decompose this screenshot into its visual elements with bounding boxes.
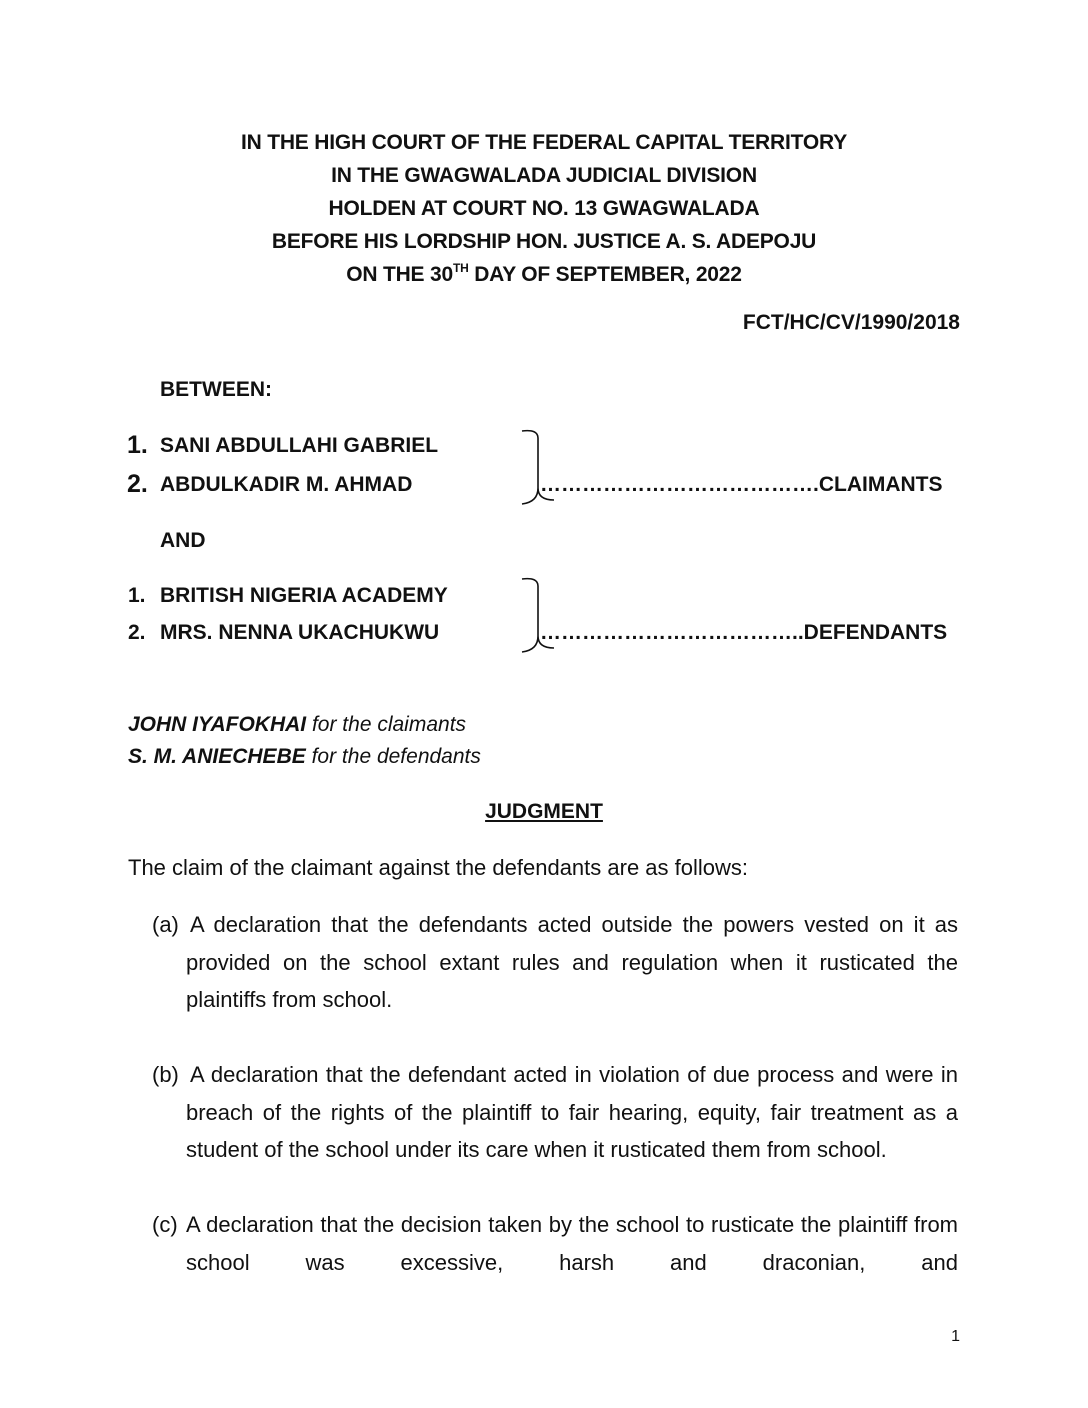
between-label: BETWEEN: <box>160 378 272 401</box>
claim-b-label: (b) <box>152 1062 179 1087</box>
defendant-2-name: MRS. NENNA UKACHUKWU <box>160 621 440 644</box>
defendant-2-number: 2. <box>128 621 146 644</box>
claim-a-label: (a) <box>152 912 179 937</box>
claim-a-body: A declaration that the defendants acted outside the powers vested on it as provided on the school extant rules and regulation when it rusticated the plaintiffs from school. <box>186 912 958 1012</box>
claim-item-a <box>152 906 960 1019</box>
date-prefix: ON THE 30 <box>346 263 453 286</box>
date-ordinal: TH <box>452 261 469 275</box>
claim-item-b <box>152 1056 960 1206</box>
claim-item-c <box>152 1206 960 1282</box>
claimant-1-name: SANI ABDULLAHI GABRIEL <box>160 434 439 457</box>
defendant-1-number: 1. <box>128 584 146 607</box>
suit-number: FCT/HC/CV/1990/2018 <box>742 311 960 334</box>
claim-c-label: (c) <box>152 1212 178 1237</box>
date-suffix: DAY OF SEPTEMBER, 2022 <box>468 263 742 286</box>
claim-b-body: A declaration that the defendant acted in violation of due process and were in breach of the rights of the plaintiff to fair hearing, equity, fair treatment as a student of the school under its care when it rusticated them from school. <box>186 1062 958 1162</box>
counsel-defendants-name: S. M. ANIECHEBE <box>128 745 306 768</box>
claim-c-body: A declaration that the decision taken by the school to rusticate the plaintiff from school was excessive, harsh and draconian, and <box>186 1212 958 1275</box>
counsel-claimants-name: JOHN IYAFOKHAI <box>128 713 307 736</box>
court-header-line-3: HOLDEN AT COURT NO. 13 GWAGWALADA <box>328 197 760 220</box>
court-header-line-4: BEFORE HIS LORDSHIP HON. JUSTICE A. S. ADEPOJU <box>271 230 817 253</box>
claimant-2-number: 2. <box>127 470 148 498</box>
judgment-title: JUDGMENT <box>485 800 603 823</box>
claim-c-text <box>186 1206 958 1281</box>
claimants-role: ………………………………….CLAIMANTS <box>540 473 943 496</box>
page-number: 1 <box>951 1328 960 1345</box>
claim-a-text <box>186 906 958 1019</box>
counsel-claimants-role: for the claimants <box>306 713 467 736</box>
counsel-claimants <box>128 713 466 737</box>
court-header-line-1: IN THE HIGH COURT OF THE FEDERAL CAPITAL TERRITORY <box>240 131 847 154</box>
claimant-1-number: 1. <box>127 431 148 459</box>
claim-b-text <box>186 1056 958 1169</box>
defendants-role: ………………………………..DEFENDANTS <box>540 621 948 644</box>
court-header-line-2: IN THE GWAGWALADA JUDICIAL DIVISION <box>331 164 757 187</box>
counsel-defendants-role: for the defendants <box>305 745 481 768</box>
court-header-line-5 <box>0 263 1088 287</box>
intro-paragraph: The claim of the claimant against the defendants are as follows: <box>128 855 749 880</box>
defendant-1-name: BRITISH NIGERIA ACADEMY <box>160 584 448 607</box>
claimant-2-name: ABDULKADIR M. AHMAD <box>160 473 413 496</box>
and-label: AND <box>160 529 206 552</box>
counsel-defendants <box>128 745 481 769</box>
